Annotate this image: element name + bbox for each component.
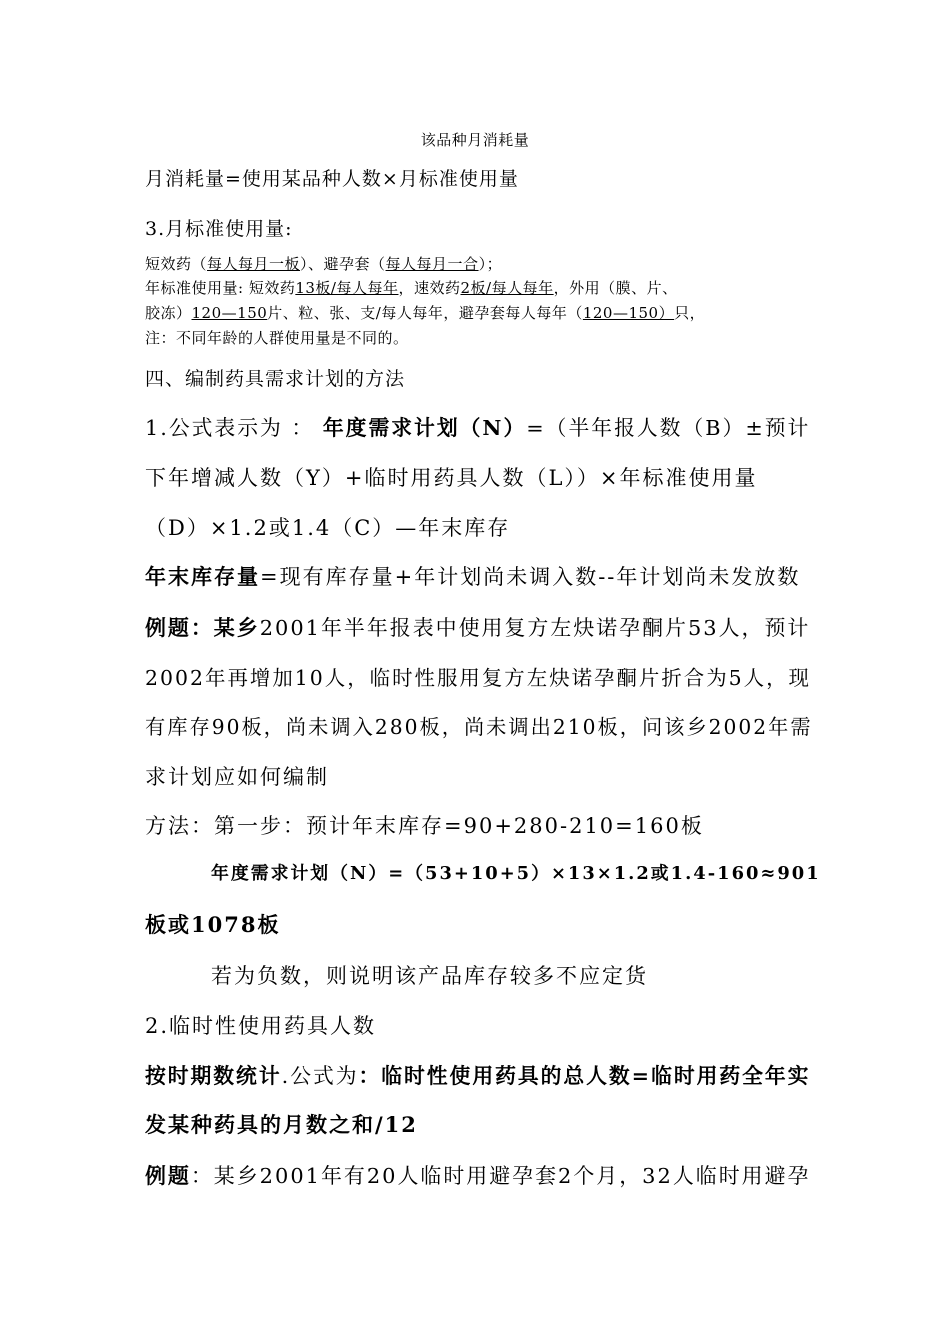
bold-text: 例题：某乡 [145, 615, 260, 640]
text: 年标准使用量: 短效药 [145, 279, 296, 297]
underlined-text: 120—150 [191, 304, 268, 322]
bold-text: 年度需求计划（N） [322, 415, 527, 440]
text: 1.公式表示为 ： [145, 416, 323, 440]
text: ）； [478, 255, 503, 273]
bold-text: ：临时性使用药具的总人数=临时用药全年实 [358, 1063, 811, 1088]
text: 只， [674, 304, 706, 322]
text: ，外用（膜、片、 [553, 279, 678, 297]
bold-text: 例题 [145, 1163, 191, 1188]
bold-text: 按时期数统计 [145, 1063, 282, 1088]
text: 胶冻） [145, 304, 192, 322]
underlined-text: 120—150） [582, 304, 675, 322]
note-line: 注：不同年龄的人群使用量是不同的。 [145, 329, 409, 347]
text: 短效药（ [145, 255, 208, 273]
underlined-text: 每人每月一合 [385, 255, 479, 273]
text: .公式为 [281, 1064, 359, 1088]
method-step-line: 方法：第一步：预计年末库存=90+280-210=160板 [145, 814, 704, 838]
heading-temporary-users: 2.临时性使用药具人数 [145, 1014, 377, 1038]
underlined-text: 每人每月一板 [207, 255, 301, 273]
year-end-stock-line [145, 561, 800, 591]
underlined-text: 13板/每人每年 [295, 279, 399, 297]
example-1-line-3: 有库存90板，尚未调入280板，尚未调出210板，问该乡2002年需 [145, 715, 813, 739]
example-1-line-2: 2002年再增加10人，临时性服用复方左炔诺孕酮片折合为5人，现 [145, 666, 811, 690]
formula-line-3: （D）×1.2或1.4（C）—年末库存 [145, 516, 511, 540]
page-title: 该品种月消耗量 [420, 131, 530, 149]
text: ：某乡2001年有20人临时用避孕套2个月，32人临时用避孕 [190, 1164, 811, 1188]
annual-usage-line [145, 277, 678, 298]
short-acting-line [145, 253, 502, 274]
calculation-line-1: 年度需求计划（N）=（53+10+5）×13×1.2或1.4-160≈901 [211, 863, 821, 884]
example-2-line-1 [145, 1159, 810, 1189]
example-1-line-4: 求计划应如何编制 [145, 765, 329, 789]
heading-monthly-standard: 3.月标准使用量: [145, 218, 293, 240]
underlined-text: 2板/每人每年 [460, 279, 554, 297]
section-heading-4: 四、编制药具需求计划的方法 [145, 368, 406, 390]
text: 2001年半年报表中使用复方左炔诺孕酮片53人，预计 [259, 616, 811, 640]
period-formula-line-2: 发某种药具的月数之和/12 [145, 1112, 418, 1137]
formula-line-1 [145, 411, 810, 441]
period-formula-line-1 [145, 1059, 810, 1089]
text: ，速效药 [398, 279, 461, 297]
bold-text: 年末库存量 [145, 564, 260, 589]
gel-usage-line [145, 302, 705, 323]
formula-line-2: 下年增减人数（Y）+临时用药具人数（L））×年标准使用量 [145, 466, 758, 490]
text: 片、粒、张、支/每人每年，避孕套每人每年（ [267, 304, 583, 322]
example-1-line-1 [145, 611, 810, 641]
calculation-line-2: 板或1078板 [145, 912, 281, 937]
text: =现有库存量+年计划尚未调入数--年计划尚未发放数 [260, 565, 801, 589]
negative-note-line: 若为负数，则说明该产品库存较多不应定货 [211, 964, 648, 988]
text: ）、避孕套（ [300, 255, 386, 273]
text: =（半年报人数（B）±预计 [526, 416, 811, 440]
monthly-consumption-line: 月消耗量=使用某品种人数×月标准使用量 [145, 168, 519, 190]
